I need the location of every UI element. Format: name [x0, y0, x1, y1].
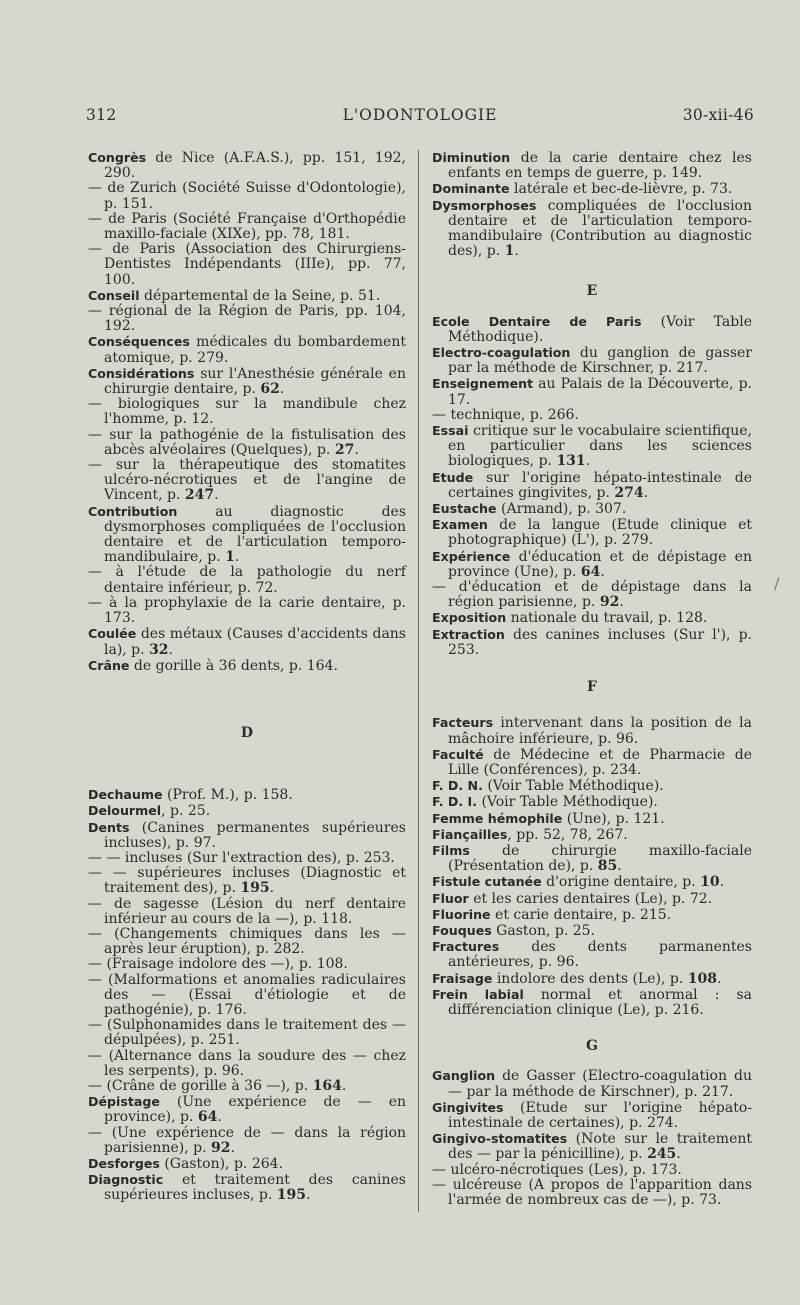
entry-text: (Gaston), p. 264. [159, 1155, 283, 1172]
entry-text: (Une expérience de — en province), p. [104, 1094, 406, 1126]
index-entry [432, 1131, 752, 1162]
entry-text: — à la prophylaxie de la carie dentaire, p. 173. [88, 594, 406, 627]
entry-tail: . [234, 549, 240, 566]
entry-text: nationale du travail, p. 128. [506, 610, 708, 627]
entry-main-page: 62 [260, 381, 280, 398]
entry-text: intervenant dans la position de la mâchoire inférieure, p. 96. [448, 715, 752, 747]
entry-keyword: Faculté [432, 746, 484, 762]
index-entry [88, 150, 406, 181]
left-column [88, 150, 406, 1204]
section-letter-e: E [586, 283, 598, 300]
entry-text: — (Malformations et anomalies radiculaires des — (Essai d'étiologie et de pathogénie), p. 176. [88, 971, 406, 1018]
entry-list [432, 715, 752, 1018]
index-entry [432, 1163, 752, 1178]
entry-tail: . [214, 487, 219, 504]
entry-tail: . [269, 880, 275, 897]
entry-text: — — supérieures incluses (Diagnostic et traitement des), p. [88, 865, 406, 897]
entry-main-page: 85 [597, 858, 618, 875]
index-entry [432, 747, 752, 778]
entry-text: normal et anormal : sa différenciation clinique (Le), p. 216. [448, 986, 752, 1018]
entry-keyword: Fouques [432, 922, 492, 938]
index-entry [88, 504, 406, 566]
index-entry [432, 345, 752, 376]
entry-keyword: Diminution [432, 150, 511, 165]
entry-keyword: Dents [88, 819, 130, 835]
entry-main-page: 64 [197, 1109, 218, 1126]
entry-text: et traitement des canines supérieures incluses, p. [104, 1172, 406, 1204]
entry-keyword: Facteurs [432, 715, 494, 731]
entry-tail: . [514, 243, 519, 260]
index-entry [432, 827, 752, 843]
entry-keyword: Conseil [88, 287, 140, 303]
index-entry [432, 939, 752, 970]
index-entry [432, 408, 752, 423]
entry-keyword: Dysmorphoses [432, 197, 537, 213]
entry-keyword: Gingivites [432, 1099, 504, 1115]
entry-text: — sur la thérapeutique des stomatites ulcéro-nécrotiques et de l'angine de Vincent, p. [88, 457, 406, 504]
index-entry [88, 803, 406, 819]
entry-text: de Nice (A.F.A.S.), pp. 151, 192, 290. [104, 150, 406, 182]
entry-text: (Note sur le traitement des — par la pénicilline), p. [448, 1131, 752, 1163]
index-entry [432, 715, 752, 746]
entry-text: de la langue (Etude clinique et photographique) (L'), p. 279. [448, 517, 752, 549]
index-entry [88, 820, 406, 851]
index-entry [432, 181, 752, 197]
index-entry [88, 1172, 406, 1203]
entry-text: et carie dentaire, p. 215. [490, 906, 672, 923]
entry-text: des métaux (Causes d'accidents dans la), p. [104, 626, 406, 658]
entry-keyword: Exposition [432, 610, 507, 626]
entry-main-page: 274 [614, 484, 644, 501]
entry-keyword: Dominante [432, 181, 510, 197]
index-entry [88, 658, 406, 674]
index-entry [432, 987, 752, 1018]
index-entry [88, 242, 406, 288]
entry-keyword: Essai [432, 423, 469, 439]
entry-text: critique sur le vocabulaire scientifique, en particulier dans les sciences biologiques, p. [448, 423, 752, 470]
entry-tail: . [619, 594, 624, 611]
entry-tail: . [306, 1187, 311, 1204]
entry-text: d'éducation et de dépistage en province (Une), p. [448, 548, 752, 580]
index-entry [432, 1100, 752, 1131]
entry-text: au diagnostic des dysmorphoses compliquées de l'occlusion dentaire et de l'articulation temporo-mandibulaire, p. [104, 503, 406, 566]
entry-keyword: Films [432, 842, 470, 858]
index-entry [432, 923, 752, 939]
entry-keyword: F. D. I. [432, 794, 478, 810]
entry-keyword: Conséquences [88, 334, 190, 350]
entry-text: , p. 25. [161, 803, 211, 820]
index-entry [432, 549, 752, 580]
entry-keyword: Femme hémophile [432, 810, 563, 826]
entry-keyword: Considérations [88, 365, 195, 381]
entry-text: — (Alternance dans la soudure des — chez les serpents), p. 96. [88, 1047, 406, 1079]
entry-keyword: Dechaume [88, 787, 163, 803]
index-entry [88, 397, 406, 427]
entry-keyword: Expérience [432, 548, 511, 564]
index-entry [88, 1126, 406, 1156]
entry-keyword: Ecole Dentaire de Paris [432, 313, 642, 329]
entry-list [88, 150, 406, 674]
entry-text: — ulcéro-nécrotiques (Les), p. 173. [432, 1161, 682, 1178]
entry-tail: . [217, 1109, 222, 1126]
issue-date: 30-xii-46 [682, 106, 754, 124]
entry-text: — (Crâne de gorille à 36 —), p. [88, 1077, 313, 1094]
index-entry [432, 778, 752, 794]
index-entry [432, 1068, 752, 1099]
index-entry [432, 198, 752, 260]
index-entry [88, 458, 406, 504]
entry-text: indolore des dents (Le), p. [492, 970, 688, 987]
entry-tail: . [341, 1077, 347, 1094]
entry-keyword: F. D. N. [432, 778, 483, 794]
entry-tail: . [600, 563, 605, 580]
index-entry [432, 470, 752, 501]
index-entry [88, 927, 406, 957]
index-entry [432, 971, 752, 987]
entry-text: de gorille à 36 dents, p. 164. [129, 657, 338, 674]
entry-text: (Voir Table Méthodique). [448, 313, 753, 345]
index-entry [432, 610, 752, 626]
section-letter-g: G [586, 1038, 598, 1055]
index-entry [88, 212, 406, 242]
entry-text: — (Fraisage indolore des —), p. 108. [88, 956, 348, 973]
entry-text: départemental de la Seine, p. 51. [139, 287, 381, 304]
entry-text: de Gasser (Electro-coagulation du — par la méthode de Kirschner), p. 217. [448, 1068, 752, 1100]
entry-main-page: 195 [276, 1187, 307, 1204]
index-entry [88, 1018, 406, 1048]
index-entry [88, 851, 406, 866]
entry-list [432, 314, 752, 658]
index-entry [88, 288, 406, 304]
index-entry [432, 794, 752, 810]
page-number: 312 [86, 106, 117, 124]
right-column [432, 150, 752, 1208]
column-divider [418, 150, 419, 1212]
entry-keyword: Eustache [432, 501, 497, 517]
index-entry [432, 150, 752, 181]
index-entry [88, 334, 406, 365]
index-entry [432, 423, 752, 470]
entry-text: — de Paris (Société Française d'Orthopédie maxillo-faciale (XIXe), pp. 78, 181. [88, 210, 406, 243]
entry-tail: . [719, 874, 725, 891]
entry-tail: . [643, 484, 649, 501]
entry-list [432, 150, 752, 259]
entry-text: sur l'Anesthésie générale en chirurgie dentaire, p. [104, 365, 406, 398]
entry-tail: . [585, 453, 591, 470]
entry-text: — de Paris (Association des Chirurgiens-Dentistes Indépendants (IIIe), pp. 77, 100. [88, 241, 406, 288]
entry-text: de la carie dentaire chez les enfants en temps de guerre, p. 149. [448, 150, 752, 182]
entry-text: d'origine dentaire, p. [541, 874, 701, 891]
entry-text: des dents parmanentes antérieures, p. 96. [448, 939, 752, 971]
entry-keyword: Enseignement [432, 376, 534, 392]
entry-text: — biologiques sur la mandibule chez l'homme, p. 12. [88, 396, 406, 428]
index-entry [88, 957, 406, 972]
entry-tail: . [230, 1139, 235, 1156]
entry-text: — (Une expérience de — dans la région parisienne), p. [88, 1124, 406, 1156]
entry-keyword: Gingivo-stomatites [432, 1131, 568, 1147]
entry-text: — sur la pathogénie de la fistulisation des abcès alvéolaires (Quelques), p. [88, 426, 406, 458]
entry-keyword: Fluor [432, 890, 469, 906]
entry-text: du ganglion de gasser par la méthode de Kirschner, p. 217. [448, 345, 752, 377]
index-entry [432, 843, 752, 874]
entry-main-page: 195 [240, 880, 270, 897]
entry-text: (Canines permanentes supérieures incluses), p. 97. [104, 819, 406, 851]
entry-main-page: 131 [556, 453, 586, 470]
entry-keyword: Diagnostic [88, 1172, 164, 1188]
entry-text: — technique, p. 266. [432, 406, 579, 423]
index-entry [88, 596, 406, 626]
entry-keyword: Fraisage [432, 970, 493, 986]
entry-tail: . [279, 381, 285, 398]
index-entry [88, 181, 406, 211]
entry-text: — de Zurich (Société Suisse d'Odontologie), p. 151. [88, 180, 406, 212]
entry-main-page: 27 [334, 441, 355, 458]
entry-text: (Etude sur l'origine hépato-intestinale de certaines), p. 274. [448, 1099, 752, 1131]
entry-main-page: 10 [700, 874, 720, 891]
entry-keyword: Fluorine [432, 906, 491, 922]
entry-tail: . [676, 1146, 681, 1163]
index-entry [432, 907, 752, 923]
entry-keyword: Delourmel [88, 803, 162, 819]
entry-text: — (Changements chimiques dans les — après leur éruption), p. 282. [88, 925, 406, 958]
index-entry [88, 1049, 406, 1079]
entry-tail: . [168, 641, 173, 658]
entry-keyword: Contribution [88, 503, 178, 519]
journal-title: L'ODONTOLOGIE [342, 106, 498, 124]
entry-keyword: Fractures [432, 939, 500, 955]
entry-list [432, 1068, 752, 1208]
entry-text: (Voir Table Méthodique). [477, 794, 658, 811]
entry-keyword: Desforges [88, 1155, 160, 1171]
entry-keyword: Crâne [88, 657, 130, 673]
entry-text: médicales du bombardement atomique, p. 279. [104, 334, 406, 366]
index-entry [432, 517, 752, 548]
entry-keyword: Etude [432, 469, 474, 485]
entry-text: des canines incluses (Sur l'), p. 253. [448, 626, 752, 658]
section-letter-d: D [240, 724, 254, 741]
entry-text: compliquées de l'occlusion dentaire et de l'articulation temporo-mandibulaire (Contribution au diagnostic des), p. [448, 197, 752, 260]
index-entry [88, 428, 406, 458]
entry-text: de chirurgie maxillo-faciale (Présentation de), p. [448, 842, 752, 875]
entry-text: — de sagesse (Lésion du nerf dentaire inférieur au cours de la —), p. 118. [88, 895, 406, 927]
index-entry [432, 891, 752, 907]
index-entry [88, 787, 406, 803]
index-entry [88, 973, 406, 1019]
entry-main-page: 1 [225, 549, 235, 566]
entry-keyword: Fistule cutanée [432, 874, 542, 890]
section-letter-f: F [587, 679, 597, 696]
index-entry [88, 366, 406, 397]
entry-keyword: Dépistage [88, 1094, 160, 1110]
entry-text: — à l'étude de la pathologie du nerf dentaire inférieur, p. 72. [88, 564, 406, 596]
entry-keyword: Fiançailles [432, 826, 508, 842]
entry-text: sur l'origine hépato-intestinale de certaines gingivites, p. [448, 469, 752, 501]
entry-main-page: 92 [599, 594, 620, 611]
entry-keyword: Ganglion [432, 1068, 496, 1084]
entry-main-page: 108 [687, 970, 717, 987]
entry-text: et les caries dentaires (Le), p. 72. [468, 890, 713, 907]
entry-keyword: Frein labial [432, 986, 524, 1002]
entry-text: — ulcéreuse (A propos de l'apparition dans l'armée de nombreux cas de —), p. 73. [432, 1176, 752, 1208]
entry-text: — — incluses (Sur l'extraction des), p. 253. [88, 849, 395, 866]
entry-text: au Palais de la Découverte, p. 17. [448, 376, 752, 408]
running-header [86, 106, 754, 128]
entry-tail: . [716, 970, 722, 987]
entry-text: latérale et bec-de-lièvre, p. 73. [509, 181, 733, 198]
index-entry [88, 897, 406, 927]
entry-keyword: Electro-coagulation [432, 345, 571, 361]
entry-tail: . [354, 441, 359, 458]
entry-text: de Médecine et de Pharmacie de Lille (Conférences), p. 234. [448, 746, 752, 778]
entry-main-page: 32 [149, 641, 169, 658]
index-entry [88, 304, 406, 334]
entry-keyword: Congrès [88, 150, 147, 165]
entry-main-page: 164 [312, 1077, 342, 1094]
index-entry [432, 1178, 752, 1208]
index-entry [88, 565, 406, 595]
entry-text: (Prof. M.), p. 158. [162, 787, 293, 804]
index-entry [88, 626, 406, 657]
entry-text: (Voir Table Méthodique). [482, 778, 664, 795]
entry-text: , pp. 52, 78, 267. [507, 826, 628, 843]
entry-text: (Armand), p. 307. [496, 501, 627, 518]
entry-main-page: 92 [210, 1139, 231, 1156]
entry-text: — d'éducation et de dépistage dans la région parisienne, p. [432, 579, 752, 611]
entry-keyword: Coulée [88, 626, 137, 642]
index-entry [432, 314, 752, 345]
entry-main-page: 1 [504, 243, 515, 260]
index-entry [88, 866, 406, 896]
index-entry [432, 874, 752, 890]
index-entry [432, 376, 752, 407]
entry-text: — régional de la Région de Paris, pp. 104, 192. [88, 303, 406, 335]
index-entry [432, 501, 752, 517]
entry-text: (Une), p. 121. [562, 810, 665, 827]
entry-tail: . [617, 858, 622, 875]
entry-text: Gaston, p. 25. [491, 922, 595, 939]
entry-keyword: Extraction [432, 626, 505, 642]
entry-list [88, 787, 406, 1203]
index-entry [432, 580, 752, 610]
index-entry [88, 1094, 406, 1125]
margin-pencil-mark: / [774, 574, 780, 593]
index-entry [432, 811, 752, 827]
entry-keyword: Examen [432, 517, 488, 533]
index-entry [432, 627, 752, 658]
entry-main-page: 64 [580, 563, 601, 580]
index-entry [88, 1156, 406, 1172]
index-entry [88, 1079, 406, 1094]
entry-main-page: 245 [647, 1146, 677, 1163]
entry-main-page: 247 [184, 487, 215, 504]
entry-text: — (Sulphonamides dans le traitement des — dépulpées), p. 251. [88, 1017, 406, 1049]
